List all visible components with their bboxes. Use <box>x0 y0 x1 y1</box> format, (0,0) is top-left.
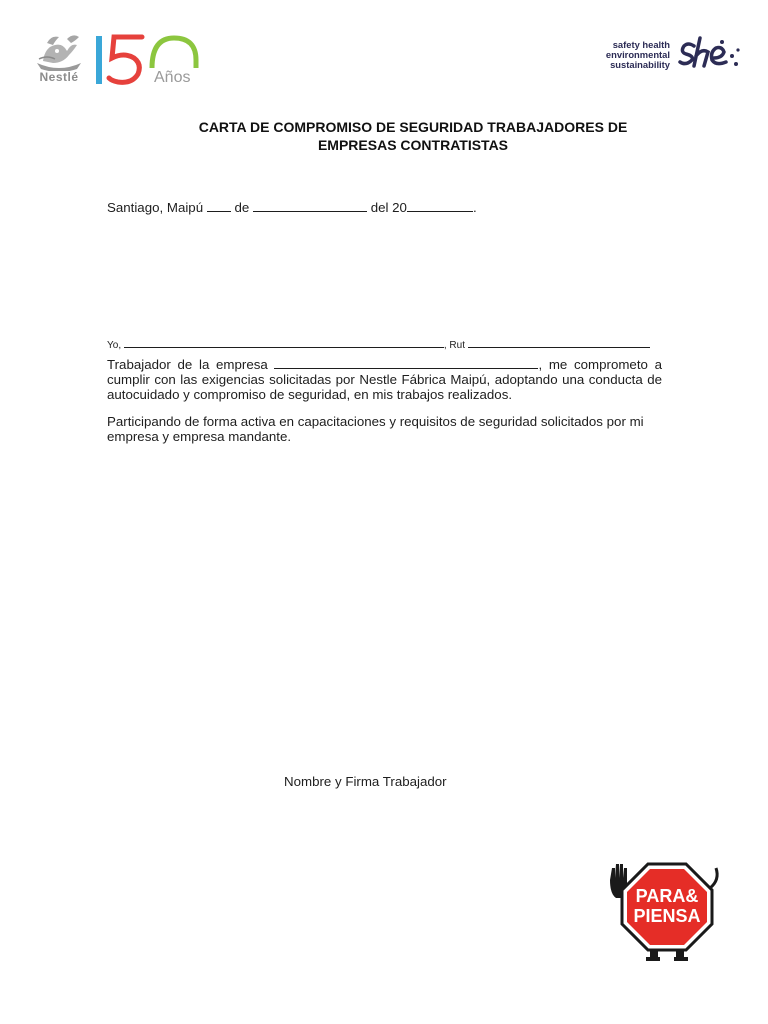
badge-text-piensa: PIENSA <box>633 906 701 926</box>
place-del: del 20 <box>370 200 407 215</box>
company-blank-field[interactable] <box>274 356 538 369</box>
para-piensa-stop-badge <box>606 858 722 964</box>
badge-text-para: PARA& <box>635 886 699 906</box>
commitment-paragraph <box>107 356 662 402</box>
participation-paragraph: Participando de forma activa en capacitaciones y requisitos de seguridad solicitados por mi empresa y empresa mandante. <box>107 414 644 444</box>
she-line-safety-health: safety health <box>612 39 670 50</box>
nestle-logo <box>33 33 85 85</box>
place-de: de <box>234 200 250 215</box>
anniversary-150-logo <box>92 30 202 90</box>
para1-start: Trabajador de la empresa <box>107 357 268 372</box>
nestle-nest-icon <box>33 33 85 71</box>
stop-sign-icon <box>606 858 722 964</box>
name-blank-field[interactable] <box>124 337 444 348</box>
place-period: . <box>472 200 477 215</box>
day-blank-field[interactable] <box>207 199 231 212</box>
place-prefix: Santiago, Maipú <box>107 200 204 215</box>
title-line-1: CARTA DE COMPROMISO DE SEGURIDAD TRABAJADORES DE <box>198 119 628 135</box>
yo-rut-line <box>107 337 650 354</box>
signature-label: Nombre y Firma Trabajador <box>284 774 447 789</box>
year-blank-field[interactable] <box>407 199 473 212</box>
she-line-sustainability: sustainability <box>610 59 670 70</box>
nestle-wordmark: Nestlé <box>39 70 79 84</box>
month-blank-field[interactable] <box>253 199 367 212</box>
rut-blank-field[interactable] <box>468 337 650 348</box>
yo-label: Yo, <box>107 340 122 351</box>
para1-rest: , me comprometo a cumplir con las exigencias solicitadas por Nestle Fábrica Maipú, adoptando una conducta de autocuidado y compromiso de seguridad, en mis trabajos realizados. <box>107 357 663 402</box>
anniversary-years-label: Años <box>154 69 191 86</box>
document-title <box>140 118 686 154</box>
she-tagline <box>574 40 670 70</box>
place-date-line <box>107 199 477 216</box>
she-logo <box>676 36 748 72</box>
title-line-2: EMPRESAS CONTRATISTAS <box>317 137 509 153</box>
she-logo-graphic <box>676 36 748 72</box>
rut-label: , Rut <box>443 340 465 351</box>
she-line-environmental: environmental <box>605 49 670 60</box>
